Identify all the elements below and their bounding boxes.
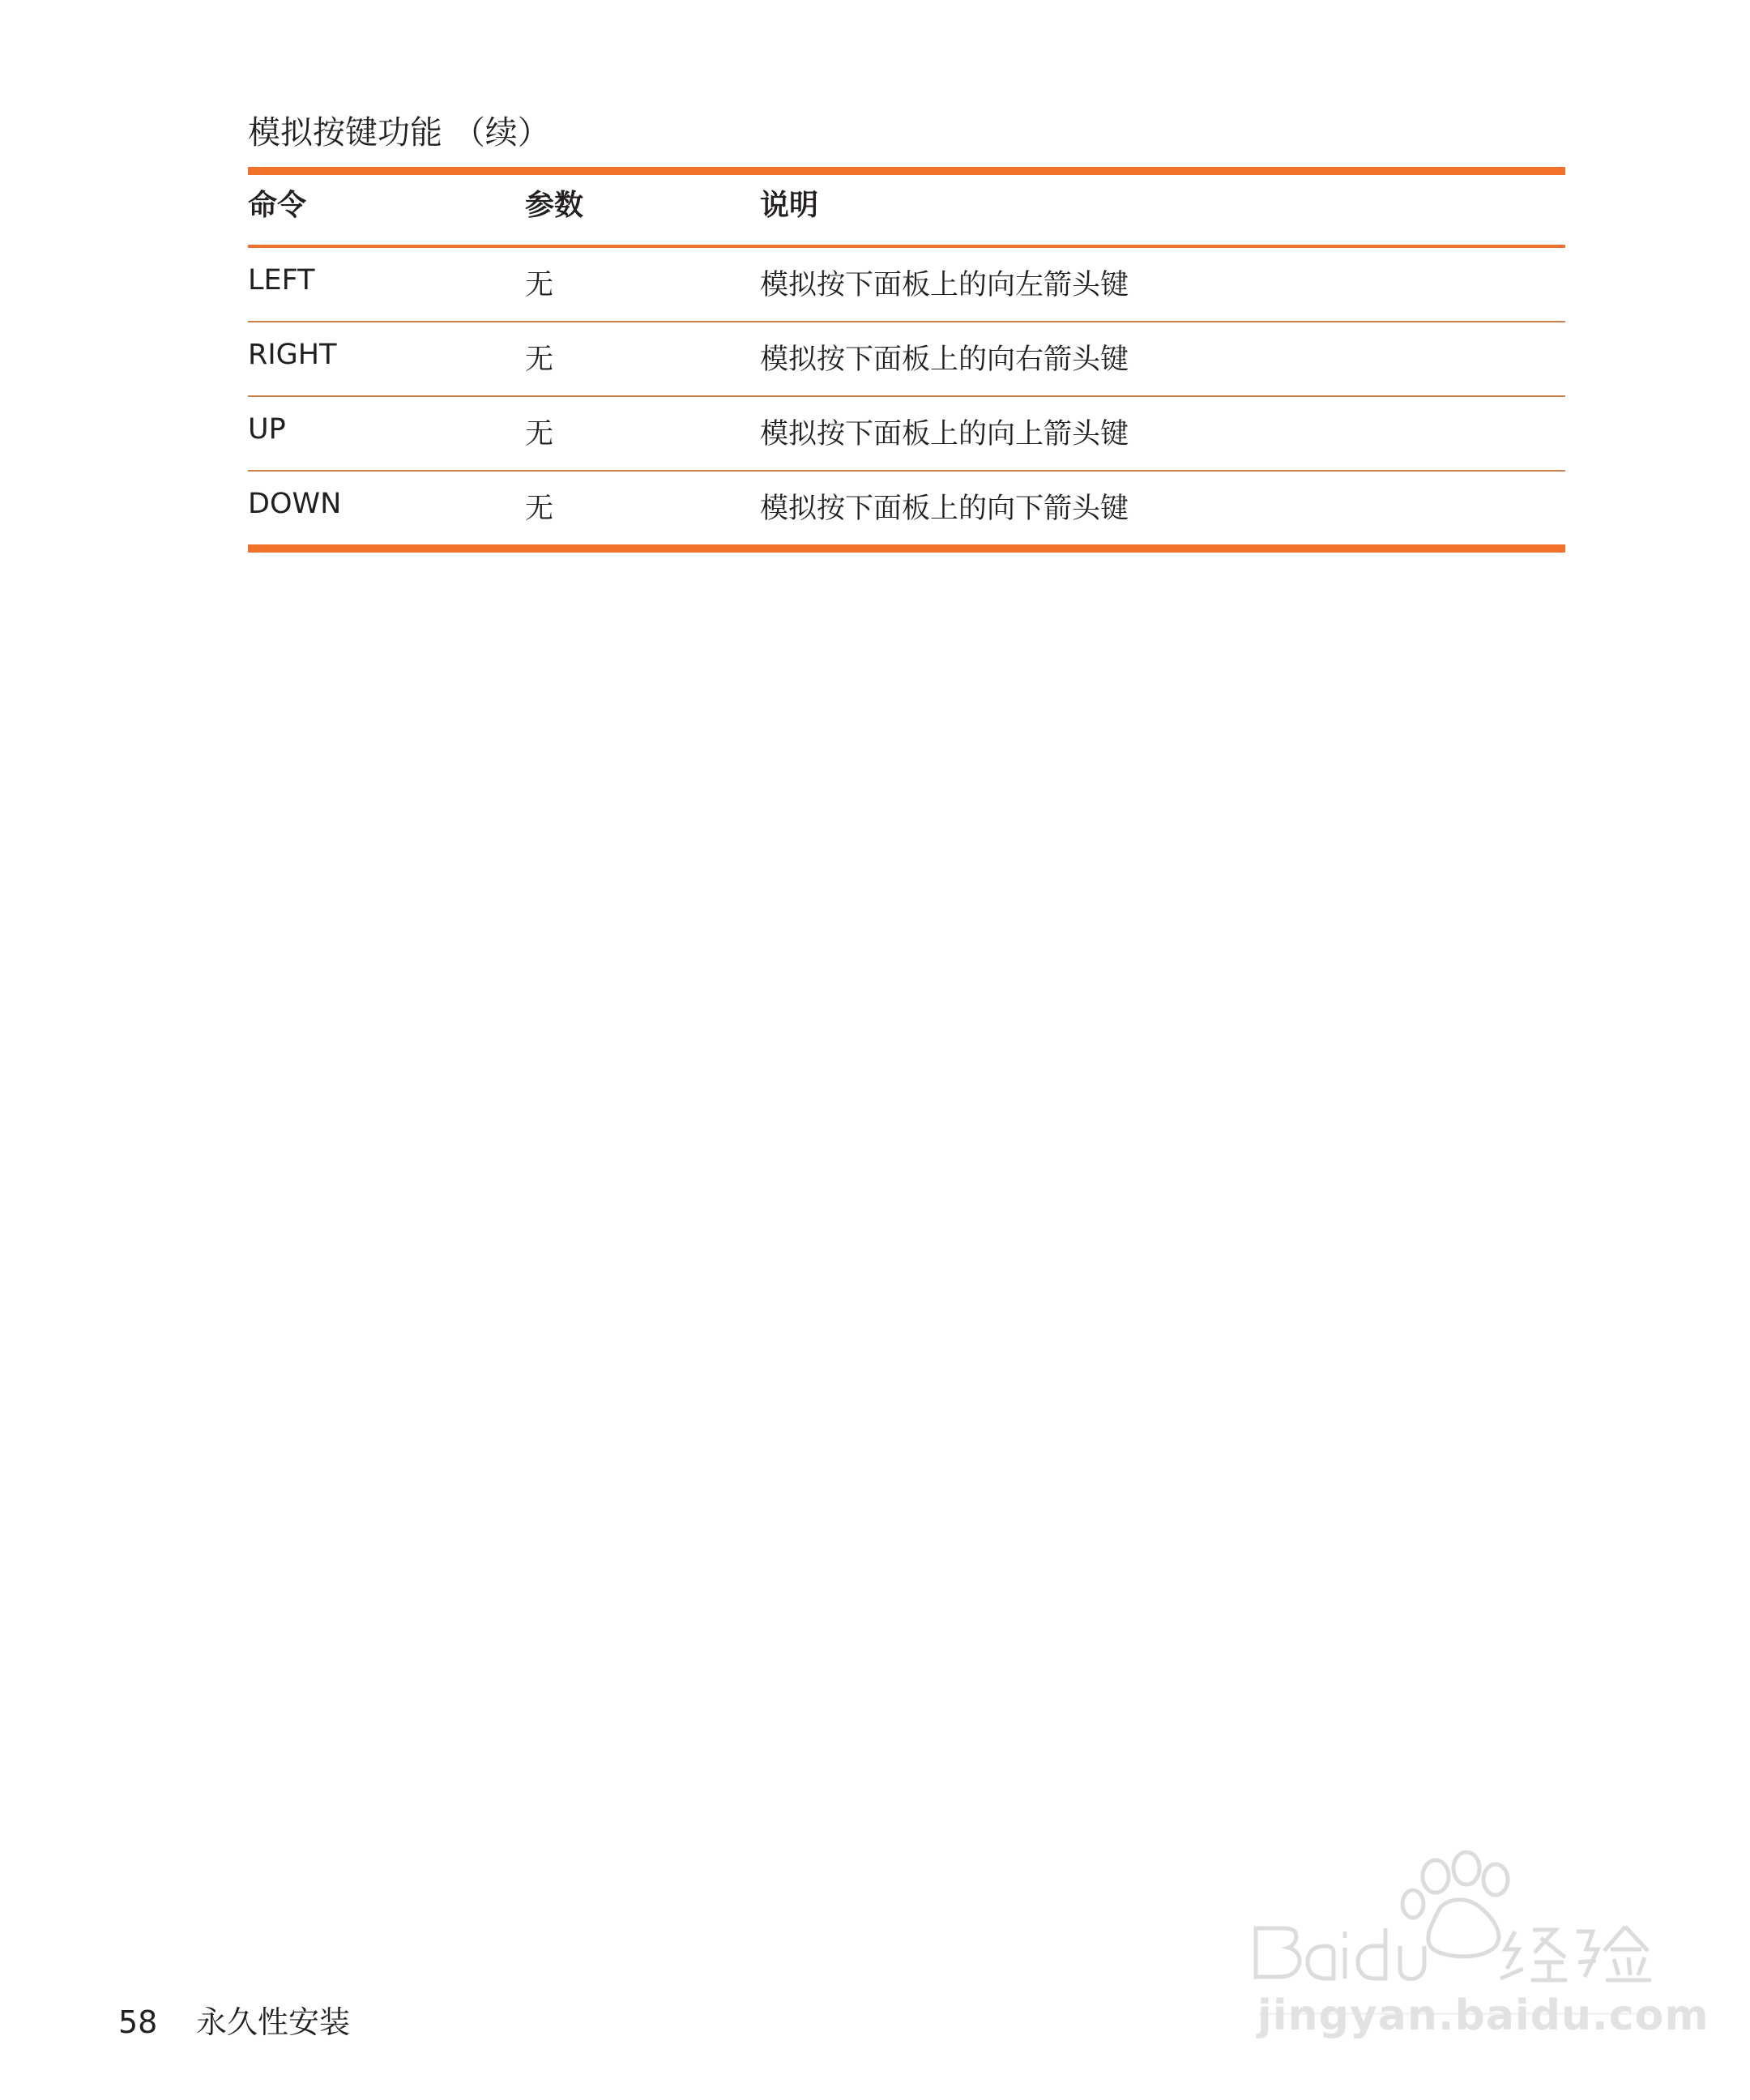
table-caption: 模拟按键功能 （续） [248,114,550,152]
command-cell: UP [248,413,286,446]
header-parameter: 参数 [525,189,584,222]
watermark-brand [0,0,1,1]
command-cell: RIGHT [248,339,337,371]
description-cell: 模拟按下面板上的向上箭头键 [760,418,1129,450]
table-top-rule [248,167,1565,175]
parameter-cell: 无 [525,344,554,376]
command-cell: DOWN [248,488,342,520]
watermark-url: jingyan.baidu.com [1257,1991,1709,2040]
description-cell: 模拟按下面板上的向下箭头键 [760,493,1129,525]
parameter-cell: 无 [525,418,554,450]
table-row [248,472,1565,544]
page-number: 58 [118,2004,158,2040]
table-header-row [248,175,1565,245]
section-title: 永久性安装 [196,2004,351,2040]
header-description: 说明 [760,189,819,222]
table-row [248,248,1565,321]
table-bottom-rule [248,544,1565,553]
parameter-cell: 无 [525,493,554,525]
commands-table [248,167,1565,553]
table-row [248,397,1565,470]
command-cell: LEFT [248,264,315,297]
description-cell: 模拟按下面板上的向右箭头键 [760,344,1129,376]
table-row [248,322,1565,395]
header-command: 命令 [248,189,307,222]
page-footer [118,2003,350,2042]
description-cell: 模拟按下面板上的向左箭头键 [760,269,1129,301]
parameter-cell: 无 [525,269,554,301]
